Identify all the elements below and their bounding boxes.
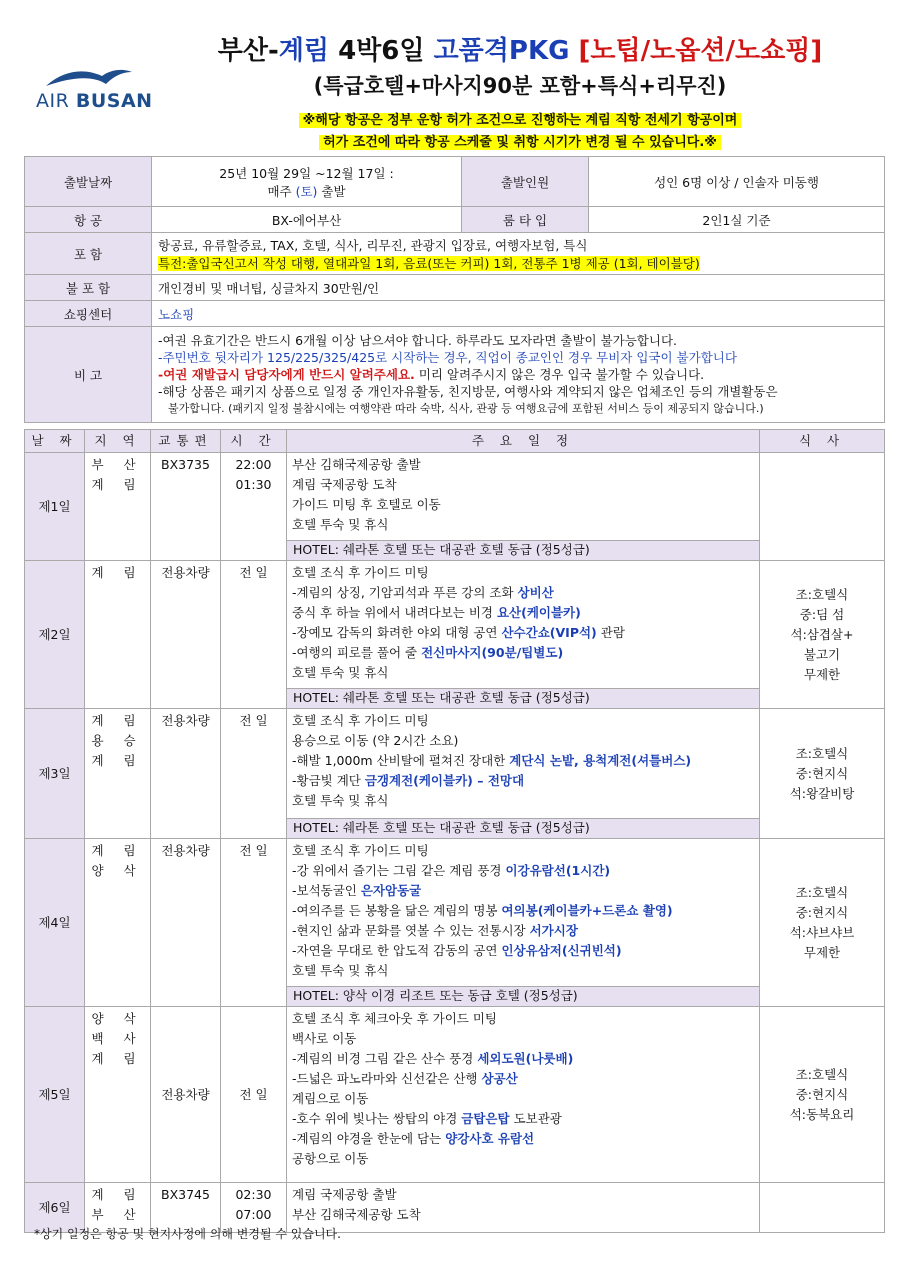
itinerary-item — [292, 1049, 754, 1069]
itinerary-item — [292, 1029, 754, 1049]
itinerary-item — [292, 603, 754, 623]
hotel-info: HOTEL: 쉐라톤 호텔 또는 대공관 호텔 동급 (정5성급) — [287, 689, 760, 709]
header-transport: 교통편 — [151, 430, 221, 453]
day-items — [287, 709, 760, 819]
day-region — [85, 839, 151, 1007]
itinerary-item — [292, 1069, 754, 1089]
schedule-row — [25, 839, 885, 987]
itinerary-item — [292, 623, 754, 643]
item-text: -계림의 비경 그림 같은 산수 풍경 — [292, 1051, 478, 1066]
region-line: 계 림 — [91, 713, 144, 728]
day-transport: 전용차량 — [151, 709, 221, 839]
item-text: 계림 국제공항 출발 — [292, 1187, 397, 1202]
itinerary-item — [292, 1009, 754, 1029]
itinerary-item — [292, 791, 754, 811]
day-region — [85, 453, 151, 561]
meal-line: 무제한 — [803, 944, 841, 960]
day-label: 제4일 — [25, 839, 85, 1007]
day-region — [85, 1007, 151, 1183]
item-text: -황금빛 계단 — [292, 773, 365, 788]
schedule-row — [25, 561, 885, 689]
air-busan-logo — [34, 66, 154, 116]
notice-line2 — [250, 131, 790, 150]
day-meals — [760, 1007, 885, 1183]
itinerary-item — [292, 1109, 754, 1129]
itinerary-item — [292, 941, 754, 961]
remarks-line4: -해당 상품은 패키지 상품으로 일정 중 개인자유활동, 친지방문, 여행사와 계약되지 않은 업체조인 등의 개별활동은 — [158, 384, 778, 399]
hotel-info: HOTEL: 양삭 이경 리조트 또는 동급 호텔 (정5성급) — [287, 987, 760, 1007]
meal-line: 석:샤브샤브 — [789, 924, 855, 940]
item-highlight: 인상유삼저(신귀빈석) — [501, 943, 622, 958]
itinerary-item — [292, 711, 754, 731]
region-line: 계 림 — [91, 477, 144, 492]
item-highlight: 세외도원(나룻배) — [477, 1051, 574, 1066]
day-meals — [760, 709, 885, 839]
departure-value2 — [158, 182, 455, 200]
item-text: -보석동굴인 — [292, 883, 361, 898]
shopping-value: 노쇼핑 — [152, 301, 885, 327]
day-transport: BX3735 — [151, 453, 221, 561]
meal-line: 조:호텔식 — [795, 745, 849, 761]
item-text: 호텔 투숙 및 휴식 — [292, 963, 389, 978]
itinerary-item: 가이드 미팅 후 호텔로 이동 — [292, 497, 441, 512]
region-line: 양 삭 — [91, 1011, 144, 1026]
itinerary-item — [292, 1089, 754, 1109]
itinerary-item — [292, 901, 754, 921]
time-line: 01:30 — [235, 477, 272, 492]
item-highlight: 계단식 논밭, 용척계전(셔틀버스) — [509, 753, 692, 768]
include-value — [152, 233, 885, 275]
schedule-table — [24, 429, 885, 1233]
item-text: 공항으로 이동 — [292, 1151, 369, 1166]
region-line: 계 림 — [91, 1187, 144, 1202]
item-highlight: 산수간쇼(VIP석) — [501, 625, 597, 640]
item-text: 백사로 이동 — [292, 1031, 357, 1046]
item-highlight: 양강사호 유람선 — [445, 1131, 535, 1146]
item-highlight: 서가시장 — [529, 923, 578, 938]
day-region — [85, 561, 151, 709]
itinerary-item — [292, 643, 754, 663]
item-text: 호텔 조식 후 가이드 미팅 — [292, 565, 429, 580]
day-items — [287, 1007, 760, 1183]
notice-line1-text: ※해당 항공은 정부 운항 허가 조건으로 진행하는 계림 직항 전세기 항공이며 — [299, 113, 742, 128]
day-items — [287, 839, 760, 987]
day-time — [221, 709, 287, 839]
item-text: 부산 김해국제공항 도착 — [292, 1207, 421, 1222]
item-highlight: 은자암동굴 — [360, 883, 422, 898]
info-table — [24, 156, 885, 423]
meal-line: 중:현지식 — [795, 1086, 849, 1102]
meal-line: 석:왕갈비탕 — [789, 785, 855, 801]
itinerary-item — [292, 921, 754, 941]
footnote: *상기 일정은 항공 및 현지사정에 의해 변경될 수 있습니다. — [34, 1227, 341, 1241]
schedule-row — [25, 709, 885, 819]
item-text: -여행의 피로를 풀어 줄 — [292, 645, 422, 660]
meal-line: 조:호텔식 — [795, 586, 849, 602]
itinerary-item: 호텔 투숙 및 휴식 — [292, 517, 389, 532]
item-highlight: 여의봉(케이블카+드론쇼 촬영) — [501, 903, 673, 918]
item-text: 호텔 투숙 및 휴식 — [292, 793, 389, 808]
itinerary-item — [292, 1149, 754, 1169]
remarks-line5: 불가합니다. (패키지 일정 불참시에는 여행약관 따라 숙박, 식사, 관광 등 여행요금에 포함된 서비스 등이 제공되지 않습니다.) — [168, 402, 764, 415]
item-highlight: 요산(케이블카) — [496, 605, 581, 620]
header-meal: 식 사 — [760, 430, 885, 453]
page-subtitle: (특급호텔+마사지90분 포함+특식+리무진) — [313, 74, 727, 98]
time-line: 전 일 — [239, 565, 268, 580]
item-text: 호텔 조식 후 가이드 미팅 — [292, 713, 429, 728]
schedule-body — [25, 453, 885, 1233]
time-line: 07:00 — [235, 1207, 272, 1222]
item-text: 호텔 투숙 및 휴식 — [292, 665, 389, 680]
day-time — [221, 561, 287, 709]
itinerary-item — [292, 731, 754, 751]
hotel-info: HOTEL: 쉐라톤 호텔 또는 대공관 호텔 동급 (정5성급) — [287, 819, 760, 839]
meal-line: 중:현지식 — [795, 765, 849, 781]
itinerary-item — [292, 583, 754, 603]
include-line2-text: 특전:출입국신고서 작성 대행, 열대과일 1회, 음료(또는 커피) 1회, 전통주 1병 제공 (1회, 테이블당) — [158, 255, 700, 271]
room-value: 2인1실 기준 — [589, 207, 885, 233]
title-part3: 4박6일 — [329, 36, 434, 66]
remarks-value — [152, 327, 885, 423]
info-row-shopping — [25, 301, 885, 327]
departure-value1: 25년 10월 29일 ~12월 17일 : — [219, 165, 394, 181]
departure-value2-post: 출발 — [317, 183, 346, 199]
meal-line: 중:현지식 — [795, 904, 849, 920]
exclude-label: 불 포 함 — [25, 275, 152, 301]
day-time — [221, 453, 287, 561]
remarks-line1: -여권 유효기간은 반드시 6개월 이상 남으셔야 합니다. 하루라도 모자라면 출발이 불가능합니다. — [158, 333, 677, 348]
departure-value — [152, 157, 462, 207]
itinerary-item — [292, 1185, 754, 1205]
day-label: 제3일 — [25, 709, 85, 839]
room-label: 룸 타 입 — [462, 207, 589, 233]
region-line: 계 림 — [91, 1051, 144, 1066]
item-text: -호수 위에 빛나는 쌍탑의 야경 — [292, 1111, 462, 1126]
info-row-departure — [25, 157, 885, 207]
meal-line: 석:동북요리 — [789, 1106, 855, 1122]
day-region — [85, 709, 151, 839]
meal-line: 조:호텔식 — [795, 884, 849, 900]
meal-line: 중:딤 섬 — [799, 606, 845, 622]
itinerary-item — [292, 961, 754, 981]
region-line: 부 산 — [91, 1207, 144, 1222]
remarks-line3-red: -여권 재발급시 담당자에게 반드시 알려주세요. — [158, 367, 415, 382]
logo-brand: BUSAN — [75, 90, 153, 112]
region-line: 계 림 — [91, 753, 144, 768]
itinerary-item — [292, 663, 754, 683]
departure-day: (토) — [295, 183, 318, 199]
item-after: 관람 — [596, 625, 625, 640]
itinerary-item — [292, 841, 754, 861]
item-after: 도보관광 — [509, 1111, 562, 1126]
header-time: 시 간 — [221, 430, 287, 453]
title-part1: 부산- — [217, 36, 279, 66]
item-text: -해발 1,000m 산비탈에 펼쳐진 장대한 — [292, 753, 510, 768]
remarks-line3-rest: 미리 알려주시지 않은 경우 입국 불가할 수 있습니다. — [414, 367, 705, 382]
time-line: 전 일 — [239, 843, 268, 858]
info-row-remarks — [25, 327, 885, 423]
day-meals — [760, 1183, 885, 1233]
day-label: 제2일 — [25, 561, 85, 709]
meal-line: 불고기 — [803, 646, 841, 662]
departure-value2-pre: 매주 — [267, 183, 296, 199]
day-meals — [760, 453, 885, 561]
pax-label: 출발인원 — [462, 157, 589, 207]
logo-text — [36, 90, 153, 112]
time-line: 02:30 — [235, 1187, 272, 1202]
hotel-info: HOTEL: 쉐라톤 호텔 또는 대공관 호텔 동급 (정5성급) — [287, 541, 760, 561]
day-time — [221, 839, 287, 1007]
item-highlight: 이강유람선(1시간) — [505, 863, 611, 878]
item-highlight: 상공산 — [481, 1071, 518, 1086]
day-transport: 전용차량 — [151, 1007, 221, 1183]
airline-value: BX-에어부산 — [152, 207, 462, 233]
info-row-exclude — [25, 275, 885, 301]
region-line: 부 산 — [91, 457, 144, 472]
item-text: -현지인 삶과 문화를 엿볼 수 있는 전통시장 — [292, 923, 530, 938]
item-text: 호텔 조식 후 체크아웃 후 가이드 미팅 — [292, 1011, 497, 1026]
schedule-header-row — [25, 430, 885, 453]
header-date: 날 짜 — [25, 430, 85, 453]
time-line: 전 일 — [239, 1086, 268, 1102]
day-label: 제5일 — [25, 1007, 85, 1183]
item-text: -여의주를 든 봉황을 닮은 계림의 명봉 — [292, 903, 502, 918]
item-text: -드넓은 파노라마와 신선같은 산행 — [292, 1071, 482, 1086]
item-highlight: 전신마사지(90분/팁별도) — [421, 645, 564, 660]
meal-line: 석:삼겹살+ — [790, 626, 854, 642]
remarks-line2: -주민번호 뒷자리가 125/225/325/425로 시작하는 경우, 직업이 종교인인 경우 무비자 입국이 불가합니다 — [158, 350, 737, 365]
notice-line1 — [250, 109, 790, 128]
info-row-airline — [25, 207, 885, 233]
itinerary-item: 계림 국제공항 도착 — [292, 477, 397, 492]
header-region: 지 역 — [85, 430, 151, 453]
remarks-label: 비 고 — [25, 327, 152, 423]
meal-line: 무제한 — [803, 666, 841, 682]
region-line: 계 림 — [91, 843, 144, 858]
item-highlight: 금탑은탑 — [461, 1111, 510, 1126]
item-text: 계림으로 이동 — [292, 1091, 369, 1106]
time-line: 22:00 — [235, 457, 272, 472]
info-row-include — [25, 233, 885, 275]
day-items — [287, 1183, 760, 1233]
page-title — [160, 30, 880, 67]
itinerary-item — [292, 881, 754, 901]
title-part5: [노팁/노옵션/노쇼핑] — [569, 36, 823, 66]
logo-prefix: AIR — [36, 90, 70, 112]
item-highlight: 금갱계전(케이블카) – 전망대 — [364, 773, 525, 788]
meal-line: 조:호텔식 — [795, 1066, 849, 1082]
region-line: 양 삭 — [91, 863, 144, 878]
itinerary-item — [292, 861, 754, 881]
item-text: 용승으로 이동 (약 2시간 소요) — [292, 733, 459, 748]
schedule-row — [25, 453, 885, 541]
region-line: 계 림 — [91, 565, 144, 580]
header-main: 주 요 일 정 — [287, 430, 760, 453]
day-transport: BX3745 — [151, 1183, 221, 1233]
airline-label: 항 공 — [25, 207, 152, 233]
notice-line2-text: 허가 조건에 따라 항공 스케줄 및 취항 시기가 변경 될 수 있습니다.※ — [319, 135, 721, 150]
itinerary-item — [292, 771, 754, 791]
item-text: 호텔 조식 후 가이드 미팅 — [292, 843, 429, 858]
item-text: 중식 후 하늘 위에서 내려다보는 비경 — [292, 605, 497, 620]
item-text: -강 위에서 즐기는 그림 같은 계림 풍경 — [292, 863, 506, 878]
itinerary-item — [292, 1129, 754, 1149]
day-transport: 전용차량 — [151, 839, 221, 1007]
region-line: 용 승 — [91, 733, 144, 748]
item-text: -계림의 상징, 기암괴석과 푸른 강의 조화 — [292, 585, 518, 600]
item-highlight: 상비산 — [517, 585, 554, 600]
departure-label: 출발날짜 — [25, 157, 152, 207]
day-time — [221, 1007, 287, 1183]
schedule-row — [25, 1007, 885, 1183]
itinerary-item — [292, 563, 754, 583]
remarks-line3 — [158, 366, 878, 383]
region-line: 백 사 — [91, 1031, 144, 1046]
seagull-icon — [44, 66, 134, 92]
pax-value: 성인 6명 이상 / 인솔자 미동행 — [589, 157, 885, 207]
time-line: 전 일 — [239, 713, 268, 728]
day-meals — [760, 561, 885, 709]
item-text: -장예모 감독의 화려한 야외 대형 공연 — [292, 625, 502, 640]
day-meals — [760, 839, 885, 1007]
shopping-label: 쇼핑센터 — [25, 301, 152, 327]
itinerary-item — [292, 1205, 754, 1225]
day-label: 제6일 — [25, 1183, 85, 1233]
item-text: -계림의 야경을 한눈에 담는 — [292, 1131, 446, 1146]
include-line2 — [158, 254, 878, 272]
day-items — [287, 453, 760, 541]
include-label: 포 함 — [25, 233, 152, 275]
exclude-value: 개인경비 및 매너팁, 싱글차지 30만원/인 — [152, 275, 885, 301]
day-transport: 전용차량 — [151, 561, 221, 709]
itinerary-item: 부산 김해국제공항 출발 — [292, 457, 421, 472]
itinerary-item — [292, 751, 754, 771]
title-part4: 고품격PKG — [433, 36, 570, 66]
title-part2: 계림 — [278, 36, 330, 66]
include-line1: 항공료, 유류할증료, TAX, 호텔, 식사, 리무진, 관광지 입장료, 여행자보험, 특식 — [158, 237, 588, 253]
day-label: 제1일 — [25, 453, 85, 561]
day-items — [287, 561, 760, 689]
item-text: -자연을 무대로 한 압도적 감동의 공연 — [292, 943, 502, 958]
